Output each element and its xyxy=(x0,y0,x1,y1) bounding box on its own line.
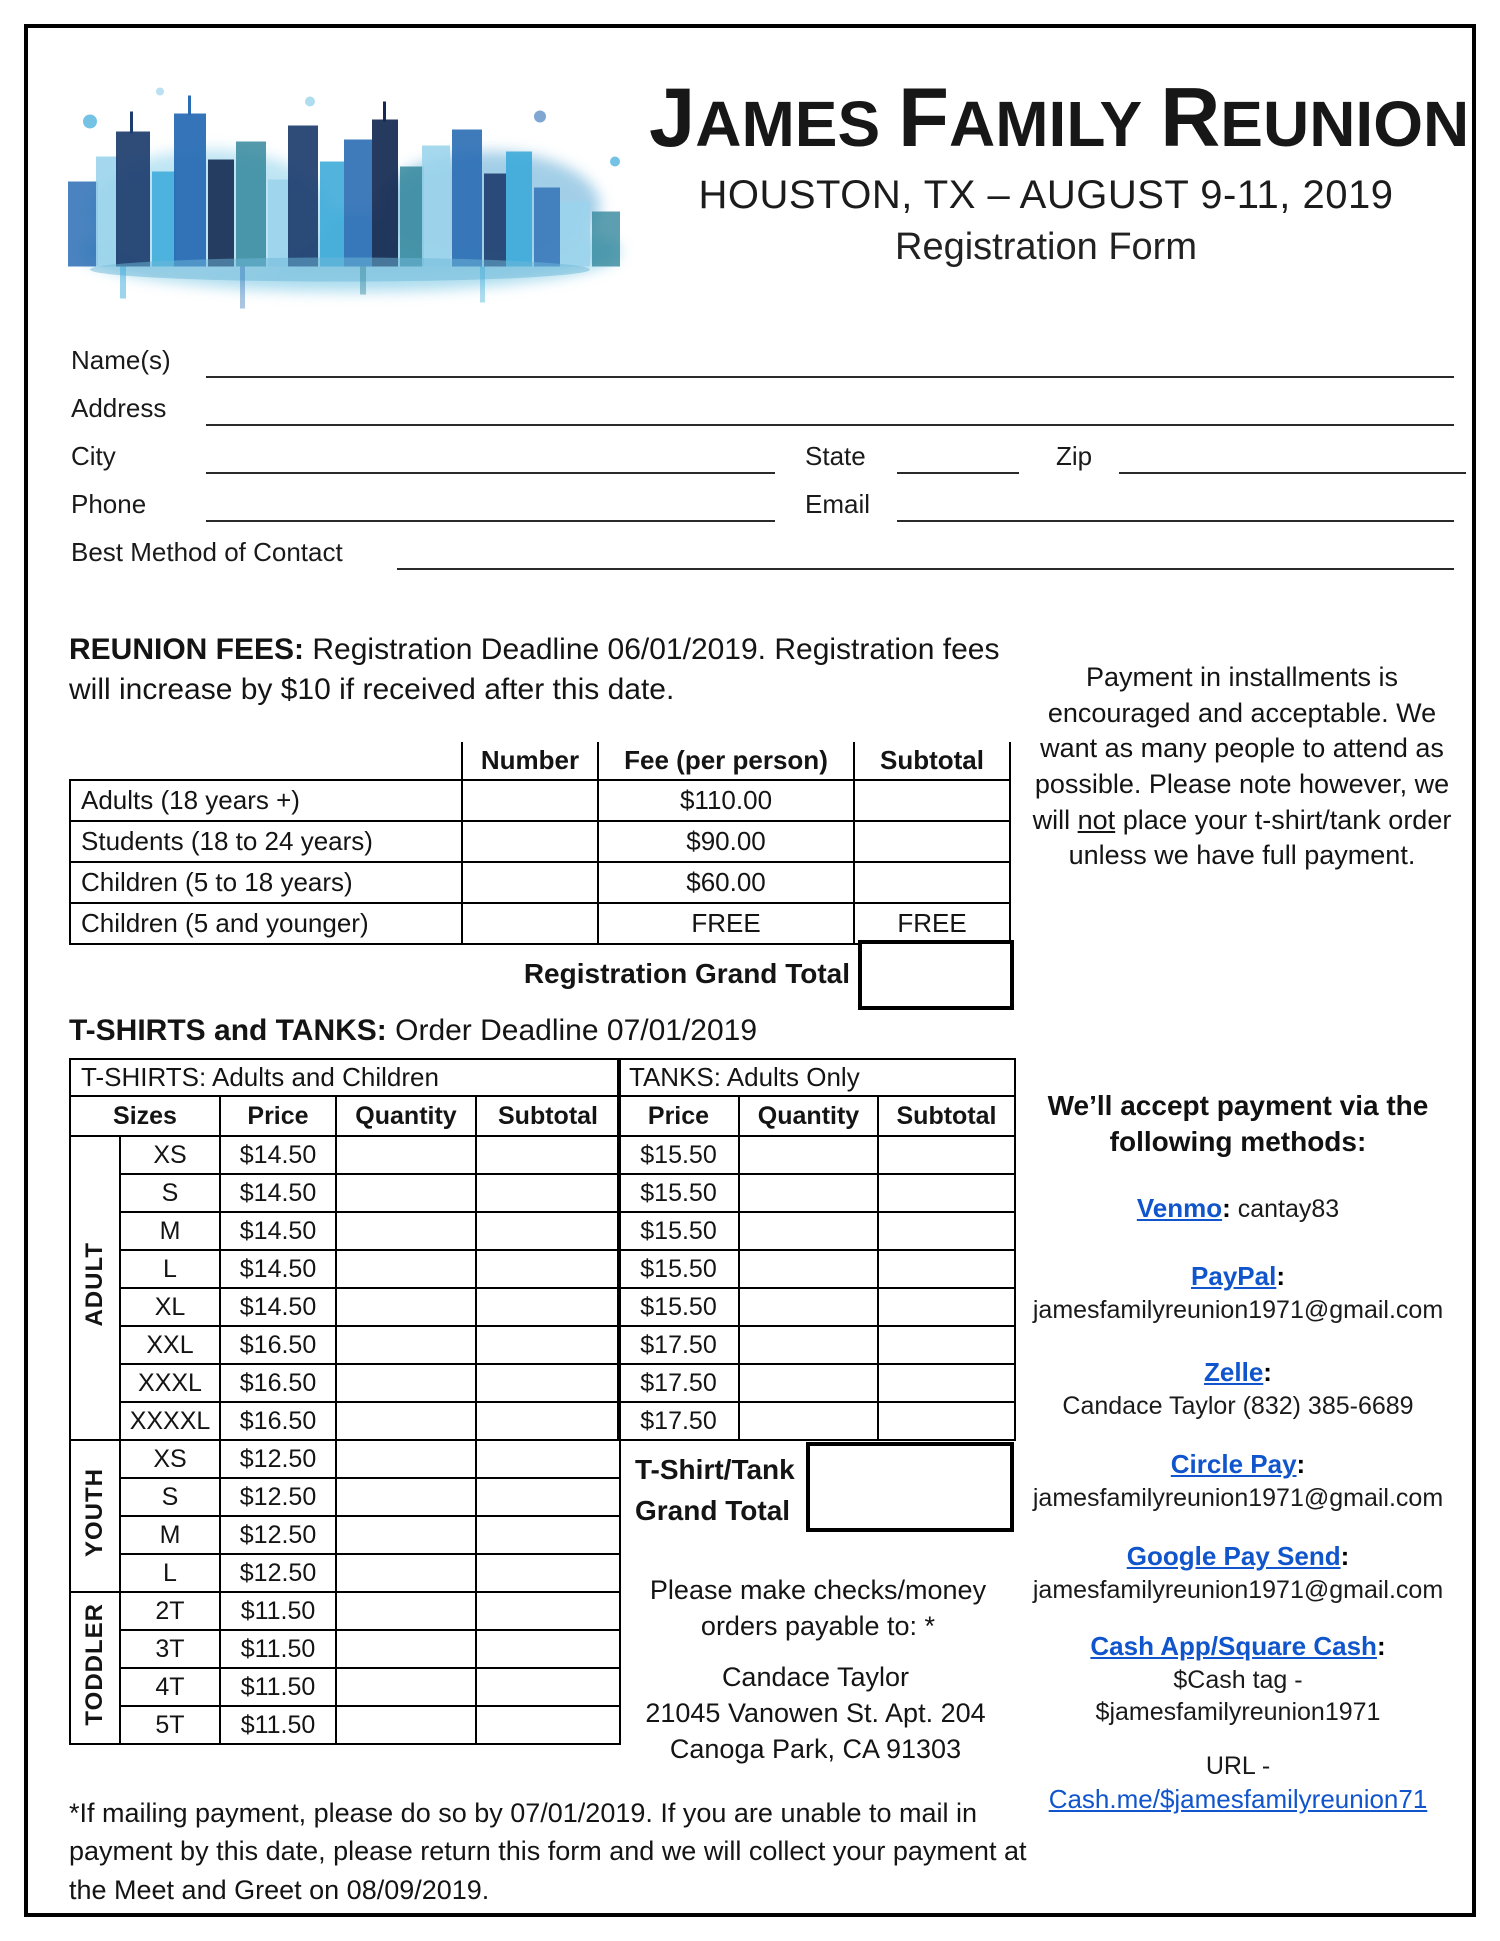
tshirt-price-cell: $12.50 xyxy=(220,1554,336,1592)
payee-name: Candace Taylor xyxy=(721,1662,910,1692)
col-price: Price xyxy=(220,1096,336,1136)
phone-input[interactable] xyxy=(206,488,775,522)
payments-heading: We’ll accept payment via the following methods: xyxy=(1047,1090,1429,1157)
installments-not: not xyxy=(1077,804,1116,835)
tank-row xyxy=(618,1250,1015,1288)
header xyxy=(640,71,1470,269)
tshirt-quantity-cell[interactable] xyxy=(336,1554,476,1592)
tank-subtotal-cell[interactable] xyxy=(878,1174,1015,1212)
google-pay-link[interactable]: Google Pay Send xyxy=(1126,1541,1341,1571)
tshirt-price-cell: $11.50 xyxy=(220,1630,336,1668)
shirt-row xyxy=(70,1440,620,1478)
tshirt-price-cell: $14.50 xyxy=(220,1288,336,1326)
tshirt-price-cell: $16.50 xyxy=(220,1402,336,1440)
city-label: City xyxy=(71,441,116,471)
col-quantity: Quantity xyxy=(739,1096,878,1136)
tshirt-grand-total-line1: T-Shirt/Tank xyxy=(635,1454,795,1485)
tshirt-subtotal-cell[interactable] xyxy=(476,1706,620,1744)
shirt-row xyxy=(70,1554,620,1592)
size-cell: XXXXL xyxy=(120,1402,220,1440)
size-cell: XXL xyxy=(120,1326,220,1364)
tshirt-quantity-cell[interactable] xyxy=(336,1516,476,1554)
fee-cell: $60.00 xyxy=(598,862,854,903)
reunion-fees-heading-bold: REUNION FEES: xyxy=(69,633,305,666)
best-method-input[interactable] xyxy=(397,536,1454,570)
tank-price-cell: $15.50 xyxy=(618,1212,739,1250)
tshirt-subtotal-cell[interactable] xyxy=(476,1516,620,1554)
tank-price-cell: $15.50 xyxy=(618,1288,739,1326)
form-title: Registration Form xyxy=(895,226,1197,269)
cashme-link[interactable]: Cash.me/$jamesfamilyreunion71 xyxy=(1048,1783,1428,1814)
registration-grand-total-label: Registration Grand Total xyxy=(523,958,850,989)
state-input[interactable] xyxy=(897,440,1019,474)
tshirt-quantity-cell[interactable] xyxy=(336,1478,476,1516)
tshirt-price-cell: $11.50 xyxy=(220,1706,336,1744)
group-adult-label: ADULT xyxy=(81,1242,108,1327)
zelle-value: Candace Taylor (832) 385-6689 xyxy=(1062,1391,1414,1420)
tshirt-grand-total-label xyxy=(635,1450,795,1531)
size-cell: M xyxy=(120,1212,220,1250)
number-cell[interactable] xyxy=(462,862,598,903)
number-cell[interactable] xyxy=(462,903,598,944)
tshirt-subtotal-cell[interactable] xyxy=(476,1440,620,1478)
tank-quantity-cell[interactable] xyxy=(739,1250,878,1288)
circle-pay-colon: : xyxy=(1296,1449,1306,1479)
tshirt-subtotal-cell[interactable] xyxy=(476,1592,620,1630)
tshirt-price-cell: $12.50 xyxy=(220,1516,336,1554)
group-toddler xyxy=(70,1592,120,1744)
tank-price-cell: $15.50 xyxy=(618,1250,739,1288)
tank-quantity-cell[interactable] xyxy=(739,1326,878,1364)
paypal-value: jamesfamilyreunion1971@gmail.com xyxy=(1032,1295,1444,1324)
zelle-colon: : xyxy=(1263,1357,1272,1387)
phone-label: Phone xyxy=(71,489,147,519)
best-method-row xyxy=(71,532,1454,570)
tank-quantity-cell[interactable] xyxy=(739,1288,878,1326)
tshirt-price-cell: $14.50 xyxy=(220,1250,336,1288)
venmo-value: cantay83 xyxy=(1230,1195,1340,1223)
venmo-colon: : xyxy=(1222,1193,1231,1223)
payee-address-line2: Canoga Park, CA 91303 xyxy=(669,1733,962,1764)
name-input[interactable] xyxy=(206,344,1454,378)
paypal-colon: : xyxy=(1276,1261,1285,1291)
tshirt-quantity-cell[interactable] xyxy=(336,1402,476,1440)
tshirt-subtotal-cell[interactable] xyxy=(476,1364,620,1402)
fees-row-children xyxy=(70,862,1010,903)
tshirt-price-cell: $14.50 xyxy=(220,1136,336,1174)
tshirt-quantity-cell[interactable] xyxy=(336,1364,476,1402)
shirt-row xyxy=(70,1630,620,1668)
payment-paypal xyxy=(1022,1260,1454,1326)
tshirt-quantity-cell[interactable] xyxy=(336,1212,476,1250)
tshirt-subtotal-cell[interactable] xyxy=(476,1174,620,1212)
payment-google-pay xyxy=(1022,1540,1454,1606)
payee-address-line1: 21045 Vanowen St. Apt. 204 xyxy=(645,1697,986,1728)
url-prefix: URL - xyxy=(1205,1752,1271,1780)
tanks-table-header-row xyxy=(618,1096,1015,1136)
payment-circle-pay xyxy=(1022,1448,1454,1514)
tank-price-cell: $15.50 xyxy=(618,1136,739,1174)
tshirt-table-header-row xyxy=(70,1096,620,1136)
email-input[interactable] xyxy=(897,488,1454,522)
tank-quantity-cell[interactable] xyxy=(739,1174,878,1212)
mailing-footnote: *If mailing payment, please do so by 07/01/2019. If you are unable to mail in payment by this date, please return this form and we will collect your payment at the Meet and Greet on 08/09/2019. xyxy=(69,1798,1027,1905)
size-cell: L xyxy=(120,1250,220,1288)
col-quantity: Quantity xyxy=(336,1096,476,1136)
tank-price-cell: $15.50 xyxy=(618,1174,739,1212)
tshirt-price-cell: $14.50 xyxy=(220,1212,336,1250)
reunion-fees-heading-rest: Registration Deadline 06/01/2019. Registration fees will increase by $10 if received after this date. xyxy=(69,633,1000,707)
tshirt-price-cell: $12.50 xyxy=(220,1478,336,1516)
tank-price-cell: $17.50 xyxy=(618,1326,739,1364)
fees-header-row xyxy=(70,742,1010,780)
event-location-date: HOUSTON, TX – AUGUST 9-11, 2019 xyxy=(698,173,1394,218)
fees-row-label: Children (5 to 18 years) xyxy=(70,862,462,903)
installments-text-before: Payment in installments is encouraged and acceptable. We want as many people to attend as possible. Please note however, we will xyxy=(1032,662,1450,835)
venmo-link[interactable]: Venmo xyxy=(1136,1193,1223,1223)
zip-label: Zip xyxy=(1056,441,1093,471)
tshirt-grand-total-line2: Grand Total xyxy=(635,1494,791,1526)
name-row xyxy=(71,340,1454,378)
size-cell: 5T xyxy=(120,1706,220,1744)
address-input[interactable] xyxy=(206,392,1454,426)
tank-subtotal-cell[interactable] xyxy=(878,1402,1015,1440)
tshirt-quantity-cell[interactable] xyxy=(336,1326,476,1364)
tank-row xyxy=(618,1174,1015,1212)
zip-input[interactable] xyxy=(1119,440,1466,474)
fees-row-label: Students (18 to 24 years) xyxy=(70,821,462,862)
google-pay-value: jamesfamilyreunion1971@gmail.com xyxy=(1032,1575,1444,1604)
tshirts-heading-rest: Order Deadline 07/01/2019 xyxy=(386,1014,758,1047)
size-cell: 3T xyxy=(120,1630,220,1668)
subtotal-cell: FREE xyxy=(854,903,1010,944)
col-subtotal: Subtotal xyxy=(476,1096,620,1136)
address-row xyxy=(71,388,1454,426)
checks-note: Please make checks/money orders payable to: * xyxy=(649,1575,987,1642)
col-price: Price xyxy=(618,1096,739,1136)
houston-skyline-art xyxy=(60,60,635,328)
tank-quantity-cell[interactable] xyxy=(739,1136,878,1174)
tshirt-price-cell: $14.50 xyxy=(220,1174,336,1212)
installments-note xyxy=(1030,660,1454,874)
title-word-family: FAMILY xyxy=(898,71,1143,164)
tshirt-quantity-cell[interactable] xyxy=(336,1174,476,1212)
tanks-table-title-row xyxy=(618,1059,1015,1096)
shirt-row xyxy=(70,1326,620,1364)
col-subtotal: Subtotal xyxy=(878,1096,1015,1136)
tshirt-price-cell: $11.50 xyxy=(220,1668,336,1706)
size-cell: 2T xyxy=(120,1592,220,1630)
city-input[interactable] xyxy=(206,440,775,474)
paypal-link[interactable]: PayPal xyxy=(1191,1261,1277,1291)
subtotal-cell[interactable] xyxy=(854,862,1010,903)
size-cell: XXXL xyxy=(120,1364,220,1402)
group-youth xyxy=(70,1440,120,1592)
shirt-row xyxy=(70,1174,620,1212)
subtotal-cell[interactable] xyxy=(854,821,1010,862)
tshirt-subtotal-cell[interactable] xyxy=(476,1288,620,1326)
group-youth-label: YOUTH xyxy=(81,1468,108,1557)
size-cell: L xyxy=(120,1554,220,1592)
tank-row xyxy=(618,1288,1015,1326)
fee-cell: $110.00 xyxy=(598,780,854,821)
payment-zelle xyxy=(1022,1356,1454,1422)
shirt-row xyxy=(70,1288,620,1326)
payment-venmo xyxy=(1022,1192,1454,1226)
fee-cell: $90.00 xyxy=(598,821,854,862)
registration-grand-total-box[interactable] xyxy=(858,940,1014,1010)
size-cell: S xyxy=(120,1174,220,1212)
tshirt-table-title-row xyxy=(70,1059,620,1096)
tank-row xyxy=(618,1212,1015,1250)
reunion-fees-table xyxy=(69,742,1011,945)
tshirt-table xyxy=(69,1058,621,1745)
tshirt-subtotal-cell[interactable] xyxy=(476,1136,620,1174)
tank-subtotal-cell[interactable] xyxy=(878,1288,1015,1326)
phone-email-row xyxy=(71,484,1454,522)
cash-app-link[interactable]: Cash App/Square Cash xyxy=(1090,1631,1377,1661)
group-toddler-label: TODDLER xyxy=(81,1603,108,1726)
shirt-row xyxy=(70,1516,620,1554)
fees-col-subtotal: Subtotal xyxy=(854,742,1010,780)
best-method-label: Best Method of Contact xyxy=(71,537,343,567)
tshirt-price-cell: $16.50 xyxy=(220,1364,336,1402)
shirt-row xyxy=(70,1668,620,1706)
tshirt-price-cell: $11.50 xyxy=(220,1592,336,1630)
tshirt-quantity-cell[interactable] xyxy=(336,1668,476,1706)
tank-subtotal-cell[interactable] xyxy=(878,1136,1015,1174)
cash-app-colon: : xyxy=(1376,1631,1386,1661)
number-cell[interactable] xyxy=(462,821,598,862)
fees-row-children-younger xyxy=(70,903,1010,944)
tshirt-subtotal-cell[interactable] xyxy=(476,1212,620,1250)
tshirt-quantity-cell[interactable] xyxy=(336,1250,476,1288)
tshirt-grand-total-box[interactable] xyxy=(806,1442,1014,1532)
size-cell: XS xyxy=(120,1440,220,1478)
tank-quantity-cell[interactable] xyxy=(739,1212,878,1250)
email-label: Email xyxy=(805,489,871,519)
tshirts-heading-bold: T-SHIRTS and TANKS: xyxy=(69,1014,387,1047)
tanks-table-title: TANKS: Adults Only xyxy=(618,1059,1015,1096)
tshirt-subtotal-cell[interactable] xyxy=(476,1630,620,1668)
google-pay-colon: : xyxy=(1340,1541,1350,1571)
tank-row xyxy=(618,1402,1015,1440)
address-label: Address xyxy=(71,393,167,423)
size-cell: 4T xyxy=(120,1668,220,1706)
shirt-row xyxy=(70,1136,620,1174)
group-adult xyxy=(70,1136,120,1440)
city-state-zip-row xyxy=(71,436,1454,474)
payment-cash-app xyxy=(1022,1630,1454,1729)
tank-price-cell: $17.50 xyxy=(618,1402,739,1440)
circle-pay-value: jamesfamilyreunion1971@gmail.com xyxy=(1032,1483,1444,1512)
fees-corner-cell xyxy=(70,742,462,780)
tank-subtotal-cell[interactable] xyxy=(878,1212,1015,1250)
col-sizes: Sizes xyxy=(70,1096,220,1136)
reunion-fees-heading xyxy=(69,630,1021,710)
size-cell: S xyxy=(120,1478,220,1516)
tank-subtotal-cell[interactable] xyxy=(878,1250,1015,1288)
tank-price-cell: $17.50 xyxy=(618,1364,739,1402)
fees-row-adults xyxy=(70,780,1010,821)
tshirt-subtotal-cell[interactable] xyxy=(476,1554,620,1592)
name-label: Name(s) xyxy=(71,345,171,375)
page-title xyxy=(640,71,1470,164)
installments-text-after: place your t-shirt/tank order unless we have full payment. xyxy=(1068,804,1452,871)
tank-subtotal-cell[interactable] xyxy=(878,1326,1015,1364)
tank-row xyxy=(618,1326,1015,1364)
tank-quantity-cell[interactable] xyxy=(739,1402,878,1440)
payment-url xyxy=(1022,1750,1454,1816)
fees-row-label: Adults (18 years +) xyxy=(70,780,462,821)
tshirt-quantity-cell[interactable] xyxy=(336,1706,476,1744)
tank-row xyxy=(618,1364,1015,1402)
cash-app-value-line2: $jamesfamilyreunion1971 xyxy=(1095,1698,1381,1727)
zelle-link[interactable]: Zelle xyxy=(1204,1357,1264,1387)
tshirt-price-cell: $16.50 xyxy=(220,1326,336,1364)
payee-block xyxy=(617,1660,1014,1768)
tshirt-quantity-cell[interactable] xyxy=(336,1592,476,1630)
number-cell[interactable] xyxy=(462,780,598,821)
tshirt-subtotal-cell[interactable] xyxy=(476,1326,620,1364)
title-word-reunion: REUNION xyxy=(1160,71,1470,164)
tshirt-quantity-cell[interactable] xyxy=(336,1288,476,1326)
fees-row-students xyxy=(70,821,1010,862)
state-label: State xyxy=(805,441,866,471)
fees-col-number: Number xyxy=(462,742,598,780)
tshirt-subtotal-cell[interactable] xyxy=(476,1402,620,1440)
fees-col-fee: Fee (per person) xyxy=(598,742,854,780)
subtotal-cell[interactable] xyxy=(854,780,1010,821)
tshirt-subtotal-cell[interactable] xyxy=(476,1478,620,1516)
tank-subtotal-cell[interactable] xyxy=(878,1364,1015,1402)
size-cell: XS xyxy=(120,1136,220,1174)
shirt-row xyxy=(70,1402,620,1440)
shirt-row xyxy=(70,1212,620,1250)
circle-pay-link[interactable]: Circle Pay xyxy=(1170,1449,1297,1479)
shirt-row xyxy=(70,1250,620,1288)
tshirt-table-title: T-SHIRTS: Adults and Children xyxy=(70,1059,620,1096)
shirt-row xyxy=(70,1592,620,1630)
tshirt-quantity-cell[interactable] xyxy=(336,1630,476,1668)
tshirt-subtotal-cell[interactable] xyxy=(476,1668,620,1706)
tshirt-subtotal-cell[interactable] xyxy=(476,1250,620,1288)
tshirt-price-cell: $12.50 xyxy=(220,1440,336,1478)
tshirts-heading xyxy=(69,1014,757,1048)
tshirt-quantity-cell[interactable] xyxy=(336,1136,476,1174)
size-cell: M xyxy=(120,1516,220,1554)
skyline-svg xyxy=(60,60,635,328)
tshirt-quantity-cell[interactable] xyxy=(336,1440,476,1478)
tanks-table xyxy=(617,1058,1016,1441)
fees-row-label: Children (5 and younger) xyxy=(70,903,462,944)
tank-row xyxy=(618,1136,1015,1174)
shirt-row xyxy=(70,1706,620,1744)
shirt-row xyxy=(70,1364,620,1402)
tank-quantity-cell[interactable] xyxy=(739,1364,878,1402)
cash-app-value-line1: $Cash tag - xyxy=(1173,1665,1303,1694)
fee-cell: FREE xyxy=(598,903,854,944)
title-word-james: JAMES xyxy=(649,71,881,164)
size-cell: XL xyxy=(120,1288,220,1326)
shirt-row xyxy=(70,1478,620,1516)
